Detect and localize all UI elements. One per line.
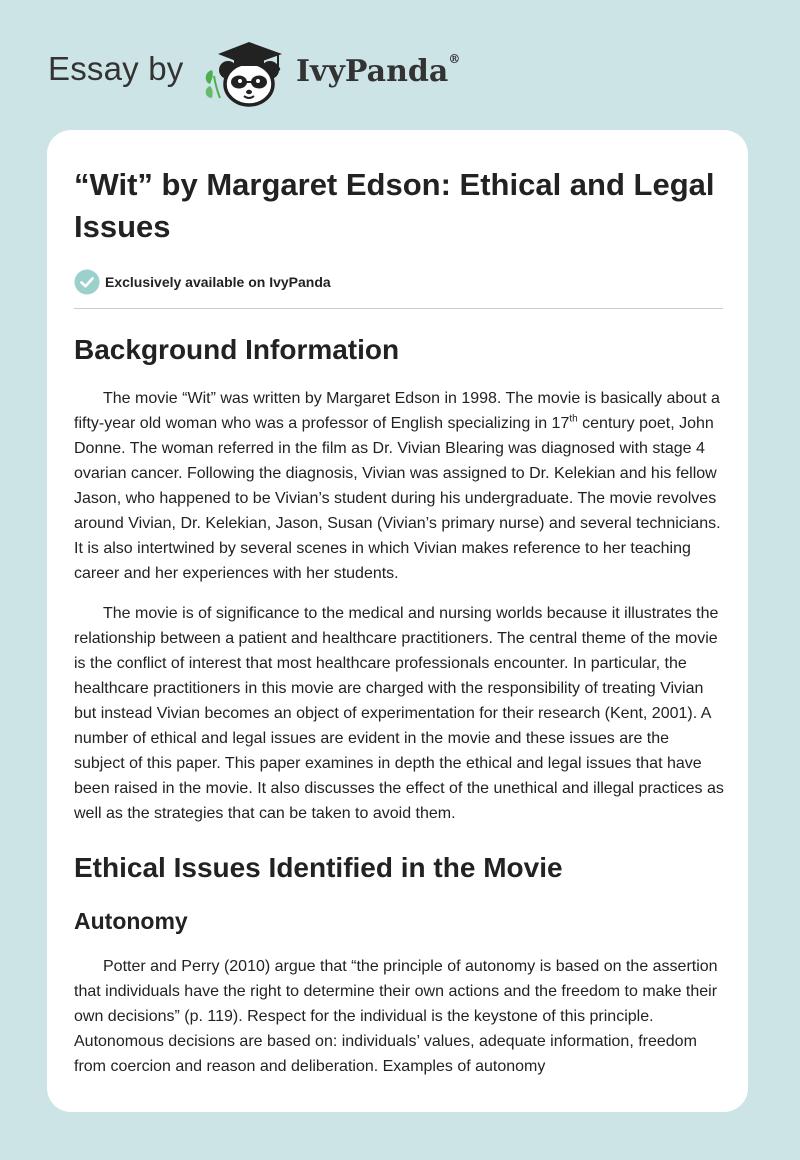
- ordinal-superscript: th: [569, 413, 578, 425]
- essay-content: [74, 164, 724, 1079]
- paragraph-autonomy-1: Potter and Perry (2010) argue that “the principle of autonomy is based on the assertion that individuals have the right to determine their own actions and the freedom to make their own decisions” (p. 119). Respect for the individual is the keystone of this principle. Autonomous decisions are based on: individuals’ values, adequate information, freedom from coercion and reason and deliberation. Examples of autonomy: [74, 958, 718, 1075]
- exclusive-badge: [74, 268, 724, 296]
- essay-card: [47, 130, 748, 1112]
- brand-name[interactable]: [296, 54, 460, 89]
- paragraph-background-2: The movie is of significance to the medical and nursing worlds because it illustrates the relationship between a patient and healthcare practitioners. The central theme of the movie is the conflict of interest that most healthcare professionals encounter. In particular, the healthcare practitioners in this movie are charged with the responsibility of treating Vivian but instead Vivian becomes an object of experimentation for their research (Kent, 2001). A number of ethical and legal issues are evident in the movie and these issues are the subject of this paper. This paper examines in depth the ethical and legal issues that have been raised in the movie. It also discusses the effect of the unethical and illegal practices as well as the strategies that can be taken to avoid them.: [74, 605, 724, 822]
- essay-title: “Wit” by Margaret Edson: Ethical and Legal Issues: [74, 167, 715, 244]
- essay-by-label: Essay by: [48, 50, 184, 87]
- site-header: [0, 0, 800, 130]
- paragraph-background-1: [74, 386, 724, 586]
- title-divider: [74, 308, 723, 309]
- paragraph-text: The movie “Wit” was written by Margaret Edson in 1998. The movie is basically about a fifty-year old woman who was a professor of English specializing in 17: [74, 390, 720, 432]
- paragraph-text: century poet, John Donne. The woman referred in the film as Dr. Vivian Blearing was diagnosed with stage 4 ovarian cancer. Following the diagnosis, Vivian was assigned to Dr. Kelekian and his fellow Jason, who happened to be Vivian’s student during his undergraduate. The movie revolves around Vivian, Dr. Kelekian, Jason, Susan (Vivian’s primary nurse) and several technicians. It is also intertwined by several scenes in which Vivian makes reference to her teaching career and her experiences with her students.: [74, 415, 721, 582]
- brand-text: IvyPanda: [296, 54, 449, 89]
- panda-logo-icon[interactable]: [200, 36, 296, 108]
- section-heading-background: Background Information: [74, 334, 400, 365]
- check-circle-icon: [74, 269, 100, 295]
- exclusive-badge-text: Exclusively available on IvyPanda: [105, 274, 331, 290]
- section-heading-ethical-issues: Ethical Issues Identified in the Movie: [74, 852, 563, 883]
- registered-mark: ®: [448, 52, 461, 66]
- subsection-heading-autonomy: Autonomy: [74, 908, 188, 934]
